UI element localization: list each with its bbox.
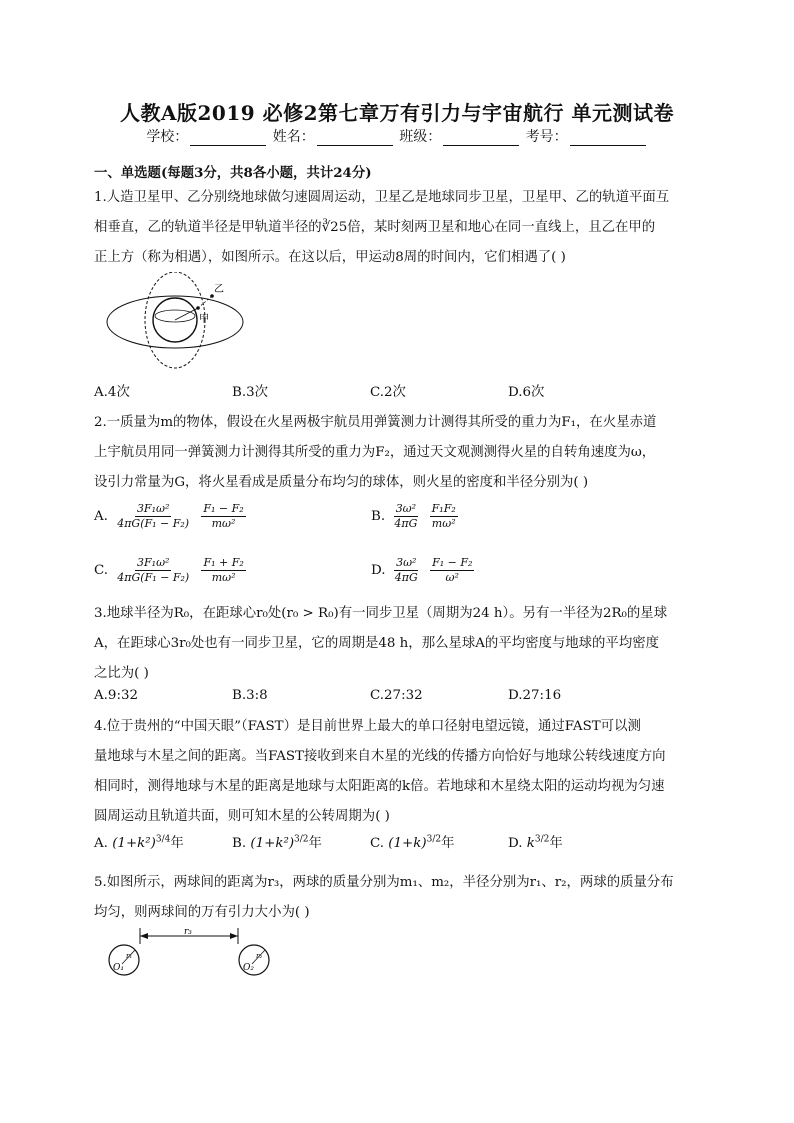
q5-line-2: 均匀，则两球间的万有引力大小为( )	[94, 905, 310, 920]
fig-label-jia: 甲	[199, 314, 209, 325]
fig-label-r1: r₁	[126, 952, 133, 960]
q4-line-3: 相同时，测得地球与木星的距离是地球与太阳距离的k倍。若地球和木星绕太阳的运动均视为匀速	[94, 779, 665, 794]
q3-line-1: 3.地球半径为R₀，在距球心r₀处(r₀ > R₀)有一同步卫星（周期为24 h）。另有一半径为2R₀的星球	[94, 606, 668, 621]
exam-no-blank	[570, 131, 646, 146]
q4-option-b[interactable]: B. $(1+k^2)^{3/2}$年	[232, 834, 322, 851]
fig-label-yi: 乙	[214, 284, 224, 295]
class-label: 班级：	[399, 129, 442, 145]
q3-option-d[interactable]: D.27:16	[508, 688, 562, 703]
q2-option-c[interactable]: C. $\frac{\text{3F₁ω²}}{\text{4πG(F₁ − F₂)}}$ $\frac{\text{F₁ + F₂}}{\text{mω²}}$	[94, 556, 244, 584]
q3-option-b[interactable]: B.3:8	[232, 688, 268, 703]
q1-line-2: 相垂直，乙的轨道半径是甲轨道半径的∛25倍，某时刻两卫星和地心在同一直线上，且乙在甲的	[94, 220, 656, 235]
fig-label-o1: O₁	[113, 963, 124, 973]
q2-line-1: 2.一质量为m的物体，假设在火星两极宇航员用弹簧测力计测得其所受的重力为F₁，在火星赤道	[94, 415, 657, 430]
q1-line-1: 1.人造卫星甲、乙分别绕地球做匀速圆周运动，卫星乙是地球同步卫星，卫星甲、乙的轨道平面互	[94, 190, 670, 205]
q1-line-3: 正上方（称为相遇），如图所示。在这以后，甲运动8周的时间内，它们相遇了( )	[94, 250, 566, 265]
class-blank	[443, 131, 519, 146]
question-2	[94, 408, 699, 498]
q4-line-2: 量地球与木星之间的距离。当FAST接收到来自木星的光线的传播方向恰好与地球公转线速度方向	[94, 749, 666, 764]
q1-orbit-figure	[100, 272, 250, 377]
q3-option-c[interactable]: C.27:32	[370, 688, 423, 703]
exam-no-label: 考号：	[525, 129, 568, 145]
question-5	[94, 868, 699, 928]
q5-line-1: 5.如图所示，两球间的距离为r₃，两球的质量分别为m₁、m₂，半径分别为r₁、r₂，两球的质量分布	[94, 875, 674, 890]
student-info-line	[0, 126, 794, 146]
q2-option-d[interactable]: D. $\frac{\text{3ω²}}{4\pi G}$ $\frac{\text{F₁ − F₂}}{\text{ω²}}$	[371, 556, 473, 584]
fig-label-o2: O₂	[243, 963, 254, 973]
q3-option-a[interactable]: A.9:32	[94, 688, 138, 703]
q3-line-3: 之比为( )	[94, 666, 149, 681]
q2-option-a[interactable]: A. $\frac{\text{3F₁ω²}}{\text{4πG(F₁ − F₂)}}$ $\frac{\text{F₁ − F₂}}{\text{mω²}}$	[94, 502, 244, 530]
q1-option-a[interactable]: A.4次	[94, 385, 130, 400]
q5-two-spheres-figure	[104, 926, 284, 978]
question-1	[94, 183, 699, 273]
q3-options	[94, 688, 699, 703]
q1-option-d[interactable]: D.6次	[508, 385, 545, 400]
name-blank	[317, 131, 393, 146]
q2-line-2: 上宇航员用同一弹簧测力计测得其所受的重力为F₂，通过天文观测测得火星的自转角速度为ω，	[94, 445, 656, 460]
section-heading: 一、单选题(每题3分，共8各小题，共计24分)	[94, 165, 372, 181]
question-3	[94, 599, 699, 689]
q4-line-4: 圆周运动且轨道共面，则可知木星的公转周期为( )	[94, 809, 390, 824]
fig-label-r3: r₃	[184, 927, 192, 937]
q4-options	[94, 832, 699, 851]
q4-option-a[interactable]: A. $(1+k^2)^{3/4}$年	[94, 834, 184, 851]
q4-option-c[interactable]: C. $(1+k)^{3/2}$年	[370, 834, 455, 851]
q4-option-d[interactable]: D. $k^{3/2}$年	[508, 834, 563, 851]
page-title: 人教A版2019 必修2第七章万有引力与宇宙航行 单元测试卷	[119, 101, 675, 125]
q2-option-b[interactable]: B. $\frac{\text{3ω²}}{4\pi G}$ $\frac{\text{F₁F₂}}{\text{mω²}}$	[371, 502, 456, 530]
q1-option-c[interactable]: C.2次	[370, 385, 406, 400]
q1-options	[94, 381, 699, 400]
q2-line-3: 设引力常量为G，将火星看成是质量分布均匀的球体，则火星的密度和半径分别为( )	[94, 475, 589, 490]
question-4	[94, 712, 699, 832]
school-label: 学校：	[146, 129, 189, 145]
fig-label-r2: r₂	[256, 952, 263, 960]
q4-line-1: 4.位于贵州的“中国天眼”（FAST）是目前世界上最大的单口径射电望远镜，通过FAST可以测	[94, 719, 641, 734]
school-blank	[190, 131, 266, 146]
name-label: 姓名：	[272, 129, 315, 145]
q1-option-b[interactable]: B.3次	[232, 385, 269, 400]
q3-line-2: A，在距球心3r₀处也有一同步卫星，它的周期是48 h，那么星球A的平均密度与地球的平均密度	[94, 636, 659, 651]
